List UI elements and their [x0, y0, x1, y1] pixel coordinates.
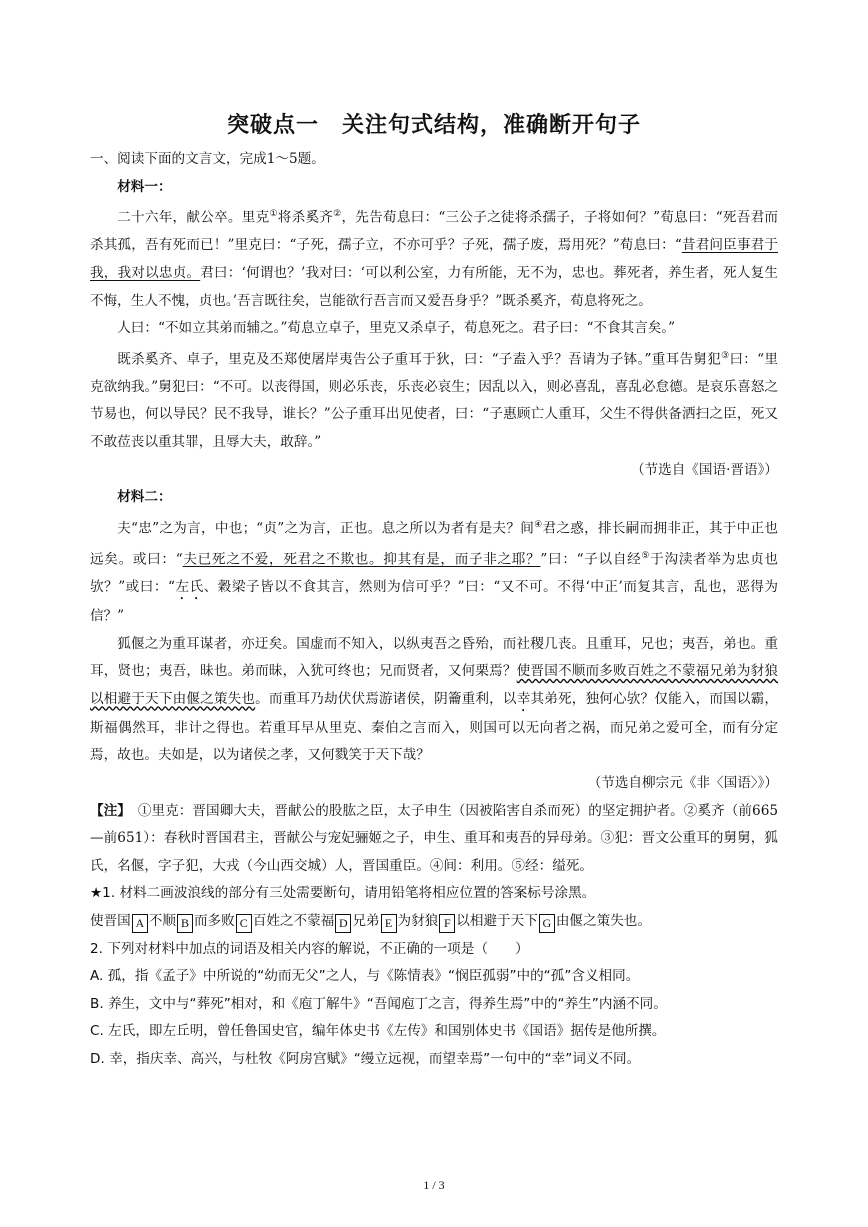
dotted-word: 幸 [516, 690, 531, 707]
text-run: 狐偃之为重耳谋者，亦迂矣。国虚而不知入，以纵夷吾之昏殆，而社稷几丧。且重耳，兄也；夷吾，弟也。重耳，贤也；夷吾，昧也。弟而昧，入犹可终也；兄而贤者，又何栗焉？ [90, 635, 778, 680]
text-run: 二十六年，献公卒。里克 [117, 209, 270, 226]
dotted-word: 左氏 [174, 579, 204, 596]
text-run: ”曰：“子以自经 [540, 551, 642, 568]
material-two-source: （节选自柳宗元《非〈国语〉》） [587, 775, 778, 791]
text-run: 将杀奚齐 [277, 209, 334, 226]
material-one-label: 材料一： [117, 178, 172, 195]
answer-mark-e[interactable]: E [381, 914, 397, 933]
page-number: 1 / 3 [423, 1178, 445, 1192]
document-body [90, 146, 778, 1074]
notes-text: ①里克：晋国卿大夫，晋献公的股肱之臣，太子申生（因被陷害自杀而死）的坚定拥护者。②奚齐（前665—前651）：春秋时晋国君主，晋献公与宠妃骊姬之子，申生、重耳和夷吾的异母弟。③犯：晋文公重耳的舅舅，狐氏，名偃，字子犯，大戎（今山西交城）人，晋国重臣。④间：利用。⑤经：缢死。 [90, 802, 778, 874]
sentence-segment: 使晋国 [90, 912, 131, 929]
material-two-paragraph-2 [90, 631, 778, 770]
footnote-marker: ⑤ [641, 550, 651, 561]
sentence-segment: 兄弟 [352, 912, 380, 929]
answer-mark-g[interactable]: G [539, 914, 555, 933]
sentence-segment: 由偃之策失也。 [555, 912, 651, 929]
question-1-stem: ★1. 材料二画波浪线的部分有三处需要断句，请用铅笔将相应位置的答案标号涂黑。 [90, 885, 596, 902]
wavy-underlined-passage: 使晋国不顺而多败百姓之不蒙福兄弟为豺狼以相避于天下由偃之策失也 [90, 663, 779, 707]
text-run: 既杀奚齐、卓子，里克及丕郑使屠岸夷告公子重耳于狄，曰：“子盍入乎？吾请为子钵。”重耳告舅犯 [117, 351, 722, 368]
sentence-segment: 为豺狼 [397, 912, 439, 929]
sentence-segment: 以相避于天下 [456, 912, 538, 929]
text-run: ，先告荀息曰：“三公子之徒将杀孺子，子将如何？”荀息曰：“死吾君而杀其孤，吾有死而已！”里克曰：“子死，孺子立，不亦可乎？子死，孺子废，焉用死？”荀息曰：“ [90, 209, 779, 254]
answer-mark-d[interactable]: D [335, 914, 351, 933]
answer-mark-f[interactable]: F [439, 914, 455, 933]
footnote-marker: ② [333, 209, 342, 220]
text-run: 。而重耳乃劫伏伏焉游诸侯，阴籥重利，以 [255, 690, 517, 707]
notes [90, 798, 778, 881]
underlined-sentence: 昔君问臣事君于我，我对以忠贞。 [90, 237, 779, 281]
text-run: 君曰：‘何谓也？’我对曰：‘可以利公室，力有所能，无不为，忠也。葬死者，养生者，死人复生不悔，生人不愧，贞也。’吾言既往矣，岂能欲行吾言而又爱吾身乎？”既杀奚齐，荀息将死之。 [90, 264, 778, 309]
underlined-sentence: 夫已死之不爱，死君之不欺也。抑其有是，而子非之耶？ [182, 551, 541, 568]
text-run: 曰：“里克欲纳我。”舅犯曰：“不可。以丧得国，则必乐丧，乐丧必哀生；因乱以入，则必喜乱，喜乱必怠德。是哀乐喜怒之节易也，何以导民？民不我导，谁长？”公子重耳出见使者，曰：“子惠顾亡人重耳，父生不得供备洒扫之臣，死又不敢莅丧以重其罪，且辱大夫，敢辞。” [90, 351, 778, 450]
answer-mark-a[interactable]: A [132, 914, 148, 933]
question-2-stem: 2. 下列对材料中加点的词语及相关内容的解说，不正确的一项是（ ） [90, 940, 529, 957]
sentence-segment: 不顺 [148, 912, 176, 929]
material-one-paragraph-1 [90, 201, 778, 315]
sentence-segment: 百姓之不蒙福 [252, 912, 335, 929]
footnote-marker: ③ [721, 350, 730, 361]
section-intro: 一、阅读下面的文言文，完成1～5题。 [90, 151, 325, 167]
answer-mark-b[interactable]: B [177, 914, 193, 933]
material-one-paragraph-3 [90, 343, 778, 457]
text-run: 其弟死，独何心欤？仅能入，而国以霸，斯福偶然耳，非计之得也。若重耳早从里克、秦伯之言而入，则国可以无向者之祸，而兄弟之爱可全，而有分定焉，故也。夫如是，以为诸侯之孝，又何戮笑于天下哉？ [90, 690, 779, 764]
notes-label: 【注】 [90, 802, 125, 819]
text-run: 夫“忠”之为言，中也；“贞”之为言，正也。息之所以为者有是夫？间 [117, 520, 535, 537]
page-title: 突破点一 关注句式结构，准确断开句子 [226, 113, 641, 138]
text-run: 、穀梁子皆以不食其言，然则为信可乎？”曰：“又不可。不得‘中正’而复其言，乱也，恶得为信？” [90, 579, 779, 625]
answer-mark-c[interactable]: C [236, 914, 252, 933]
text-run: 于沟渎者举为忠贞也欤？”或曰：“ [90, 551, 779, 596]
question-1-sentence [90, 908, 778, 936]
material-two-label: 材料二： [117, 489, 172, 506]
material-two-paragraph-1 [90, 512, 778, 631]
question-2-option-b: B. 养生，文中与“葬死”相对，和《庖丁解牛》“吾闻庖丁之言，得养生焉”中的“养生”内涵不同。 [90, 995, 667, 1012]
text-run: 君之惑，排长嗣而拥非正，其于中正也远矣。或曰：“ [90, 520, 778, 568]
material-one-paragraph-2: 人曰：“不如立其弟而辅之。”荀息立卓子，里克又杀卓子，荀息死之。君子曰：“不食其言矣。” [117, 320, 676, 337]
material-one-source: （节选自《国语·晋语》） [630, 461, 778, 478]
sentence-segment: 而多败 [193, 912, 235, 929]
footnote-marker: ① [269, 209, 278, 220]
question-2-option-d: D. 幸，指庆幸、高兴，与杜牧《阿房宫赋》“缦立远视，而望幸焉”一句中的“幸”词义不同。 [90, 1050, 641, 1067]
question-2-option-a: A. 孤，指《孟子》中所说的“幼而无父”之人，与《陈情表》“悯臣孤弱”中的“孤”含义相同。 [90, 968, 640, 985]
question-2-option-c: C. 左氏，即左丘明，曾任鲁国史官，编年体史书《左传》和国别体史书《国语》据传是他所撰。 [90, 1023, 666, 1040]
footnote-marker: ④ [534, 519, 543, 530]
